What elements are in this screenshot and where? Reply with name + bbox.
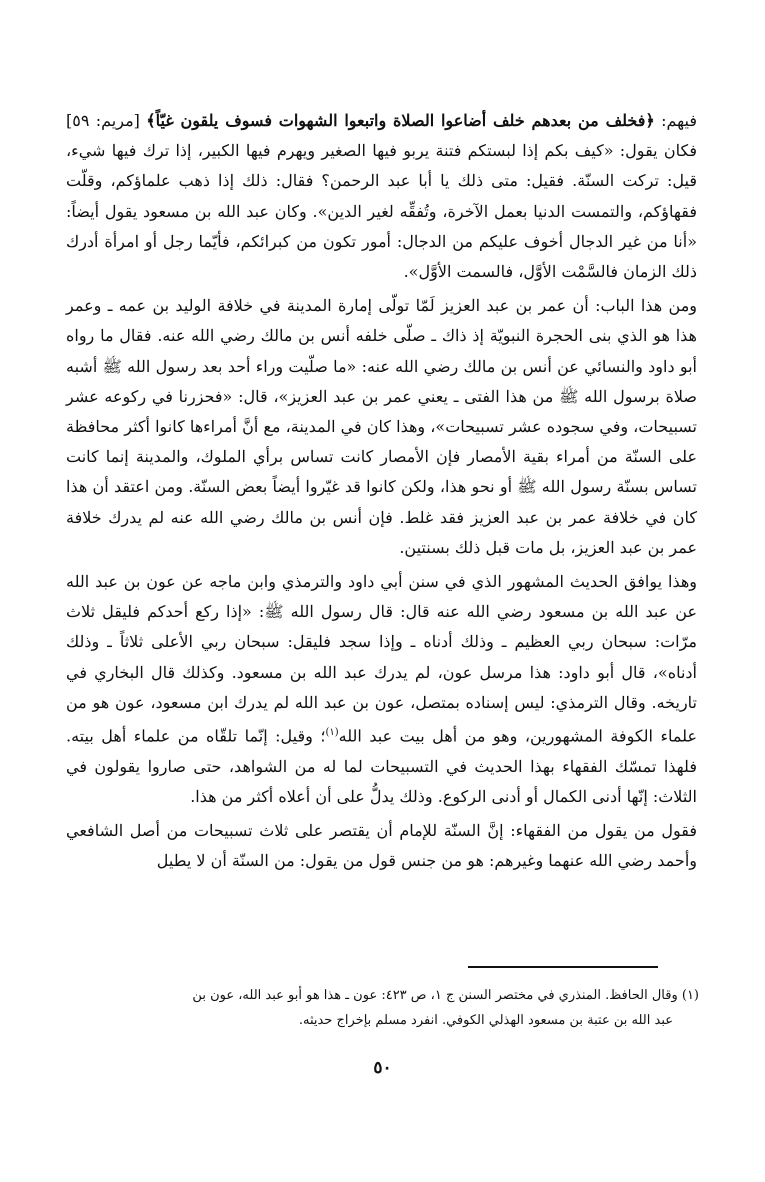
paragraph-1 bbox=[66, 106, 697, 287]
footnote-divider bbox=[468, 966, 658, 968]
footnote-reference[interactable]: (١) bbox=[325, 727, 339, 739]
paragraph-1-rest: [مريم: ٥٩] فكان يقول: «كيف بكم إذا لبستكم فتنة يربو فيها الصغير ويهرم فيها الكبير، إذا ترك فيها شيء، قيل: تركت السنّة. فقيل: متى ذلك يا أبا عبد الرحمن؟ فقال: ذلك إذا ذهب علماؤكم، وقلّت فقهاؤكم، والتمست الدنيا بعمل الآخرة، وتُفقِّه لغير الدين». وكان عبد الله بن مسعود يقول أيضاً: «أنا من غير الدجال أخوف عليكم من الدجال: أمور تكون من كبرائكم، فأيّما رجل أو امرأة أدرك ذلك الزمان فالسَّمْت الأوَّل، فالسمت الأوَّل». bbox=[66, 111, 698, 282]
paragraph-1-lead: فيهم: bbox=[654, 111, 698, 130]
footnote bbox=[60, 983, 699, 1033]
paragraph-3-text: وهذا يوافق الحديث المشهور الذي في سنن أبي داود والترمذي وابن ماجه عن عون بن عبد الله عن عبد الله بن مسعود رضي الله عنه قال: قال رسول الله ﷺ: «إذا ركع أحدكم فليقل ثلاث مرّات: سبحان ربي العظيم ـ وذلك أدناه ـ وإذا سجد فليقل: سبحان ربي الأعلى ثلاثاً ـ وذلك أدناه»، قال أبو داود: هذا مرسل عون، لم يدرك عبد الله بن مسعود. وكذلك قال البخاري في تاريخه. وقال الترمذي: ليس إسناده بمتصل، عون بن عبد الله لم يدرك ابن مسعود، عون هو من علماء الكوفة المشهورين، وهو من أهل بيت عبد الله bbox=[66, 572, 697, 746]
footnote-line-2: عبد الله بن عتبة بن مسعود الهذلي الكوفي. انفرد مسلم بإخراج حديثه. bbox=[298, 1013, 673, 1028]
paragraph-4: فقول من يقول من الفقهاء: إنَّ السنّة للإمام أن يقتصر على ثلاث تسبيحات من أصل الشافعي وأحمد رضي الله عنهما وغيرهم: هو من جنس قول من يقول: من السنّة أن لا يطيل bbox=[66, 821, 697, 871]
paragraph-3-rest: ؛ وقيل: إنّما تلقّاه من علماء أهل بيته. فلهذا تمسّك الفقهاء بهذا الحديث في التسبيحات لما له من الشواهد، حتى صاروا يقولون في الثلاث: إنّها أدنى الكمال أو أدنى الركوع. وذلك يدلُّ على أن أعلاه أكثر من هذا. bbox=[66, 726, 697, 806]
page-number: ٥٠ bbox=[373, 1058, 392, 1078]
footnote-line-1: (١) وقال الحافظ. المنذري في مختصر السنن ج ١، ص ٤٢٣: عون ـ هذا هو أبو عبد الله، عون بن bbox=[192, 988, 699, 1003]
paragraph-2: ومن هذا الباب: أن عمر بن عبد العزيز لَمّا تولّى إمارة المدينة في خلافة الوليد بن عمه ـ وعمر هذا هو الذي بنى الحجرة النبويّة إذ ذاك ـ صلّى خلفه أنس بن مالك رضي الله عنه. فقال ما رواه أبو داود والنسائي عن أنس بن مالك رضي الله عنه: «ما صلّيت وراء أحد بعد رسول الله ﷺ أشبه صلاة برسول الله ﷺ من هذا الفتى ـ يعني عمر بن عبد العزيز»، قال: «فحزرنا في ركوعه عشر تسبيحات، وفي سجوده عشر تسبيحات»، وهذا كان في المدينة، مع أنَّ أمراءها كانوا أكثر محافظة على السنّة من أمراء بقية الأمصار فإن الأمصار كانت تساس برأي الملوك، والمدينة إنما كانت تساس بسنّة رسول الله ﷺ أو نحو هذا، ولكن كانوا قد غيّروا أيضاً بعض السنّة. ومن اعتقد أن هذا كان في خلافة عمر بن عبد العزيز فقد غلط. فإن أنس بن مالك رضي الله عنه لم يدرك خلافة عمر بن عبد العزيز، بل مات قبل ذلك بسنتين. bbox=[66, 296, 698, 557]
paragraph-3 bbox=[66, 567, 697, 812]
main-text bbox=[66, 106, 697, 876]
quran-verse: ﴿فخلف من بعدهم خلف أضاعوا الصلاة واتبعوا الشهوات فسوف يلقون غيّاً﴾ bbox=[146, 111, 655, 130]
